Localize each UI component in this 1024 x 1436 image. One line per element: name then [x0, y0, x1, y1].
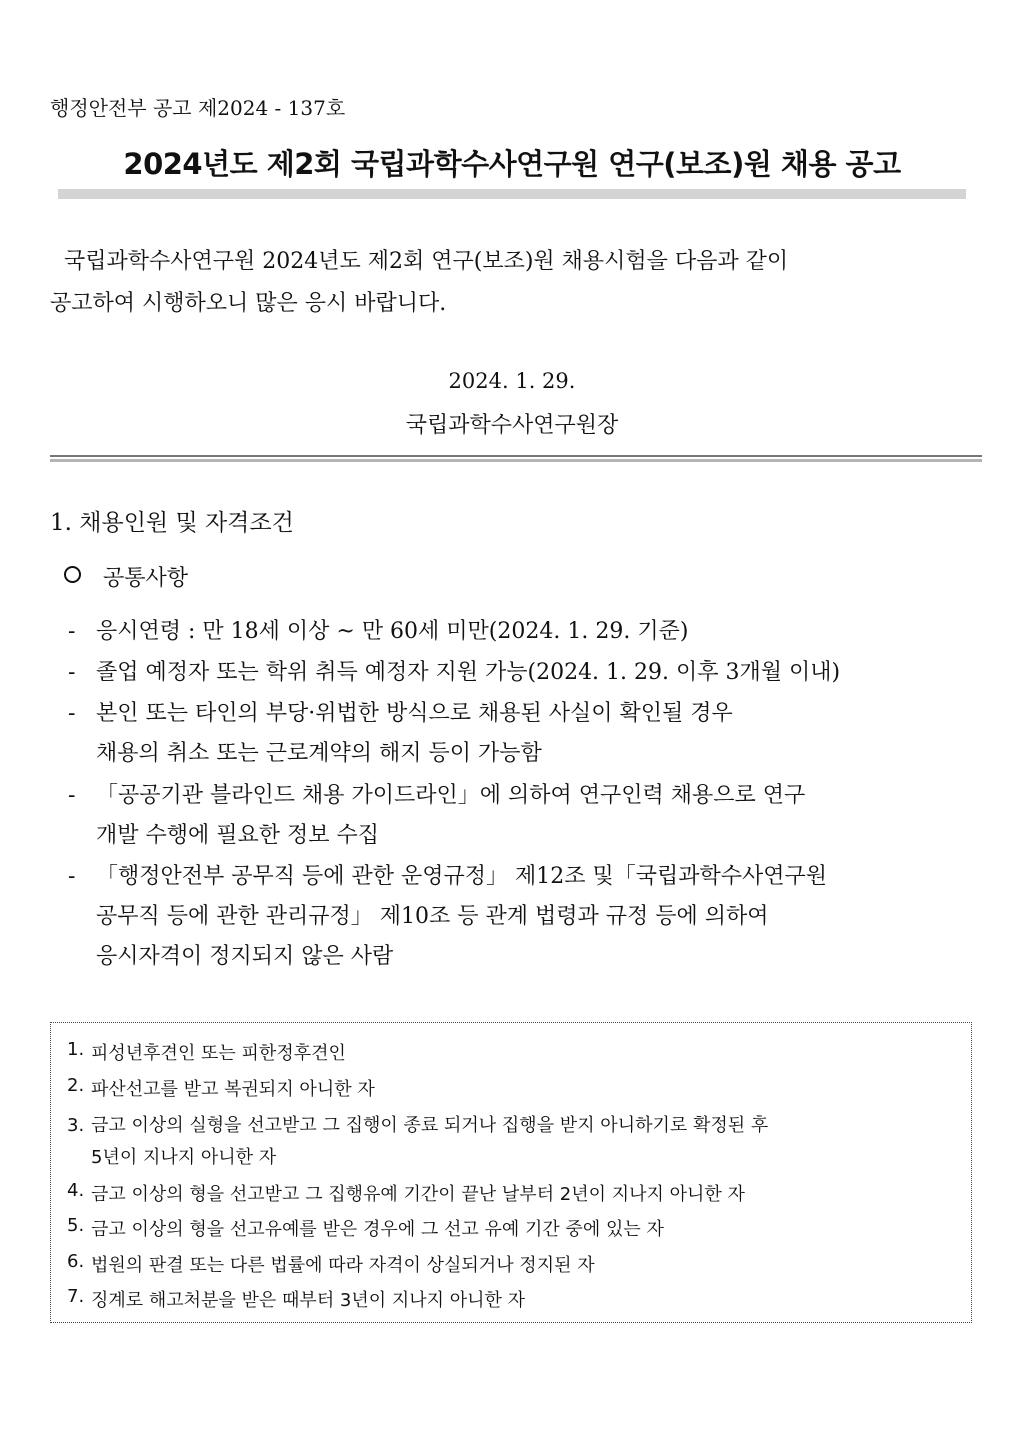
- dash-bullet: -: [68, 864, 76, 889]
- section-heading: 1. 채용인원 및 자격조건: [50, 510, 294, 536]
- list-item-text: 응시자격이 정지되지 않은 사람: [96, 944, 394, 969]
- subsection-heading: [64, 561, 188, 592]
- box-item-text: 징계로 해고처분을 받은 때부터 3년이 지나지 아니한 자: [91, 1290, 526, 1311]
- item-number: 3.: [67, 1115, 85, 1136]
- list-item-text: 응시연령 : 만 18세 이상 ~ 만 60세 미만(2024. 1. 29. 기준): [96, 619, 689, 644]
- list-item-text: 「행정안전부 공무직 등에 관한 운영규정」 제12조 및「국립과학수사연구원: [96, 864, 828, 889]
- item-number: 4.: [67, 1180, 85, 1201]
- page-title: 2024년도 제2회 국립과학수사연구원 연구(보조)원 채용 공고: [123, 147, 901, 181]
- item-number: 7.: [67, 1286, 85, 1307]
- intro-line-1: 국립과학수사연구원 2024년도 제2회 연구(보조)원 채용시험을 다음과 같이: [64, 249, 789, 274]
- publication-date: 2024. 1. 29.: [448, 369, 576, 393]
- item-number: 2.: [67, 1075, 85, 1096]
- item-number: 1.: [67, 1039, 85, 1060]
- notice-number: 행정안전부 공고 제2024 - 137호: [50, 96, 346, 120]
- disqualification-box: [50, 1022, 972, 1323]
- dash-bullet: -: [68, 660, 76, 685]
- divider-line: [50, 455, 982, 457]
- box-item-text: 금고 이상의 실형을 선고받고 그 집행이 종료 되거나 집행을 받지 아니하기로 확정된 후: [91, 1115, 769, 1136]
- list-item-text: 졸업 예정자 또는 학위 취득 예정자 지원 가능(2024. 1. 29. 이후 3개월 이내): [96, 660, 841, 685]
- list-item-text: 공무직 등에 관한 관리규정」 제10조 등 관계 법령과 규정 등에 의하여: [96, 904, 769, 929]
- list-item-text: 「공공기관 블라인드 채용 가이드라인」에 의하여 연구인력 채용으로 연구: [96, 783, 806, 808]
- circle-bullet-icon: [64, 566, 81, 583]
- box-item-text: 피성년후견인 또는 피한정후견인: [91, 1043, 346, 1064]
- dash-bullet: -: [68, 701, 76, 726]
- subsection-label: 공통사항: [103, 566, 189, 591]
- box-item-text: 법원의 판결 또는 다른 법률에 따라 자격이 상실되거나 정지된 자: [91, 1255, 595, 1276]
- box-item-text: 5년이 지나지 아니한 자: [91, 1147, 277, 1168]
- list-item-text: 본인 또는 타인의 부당·위법한 방식으로 채용된 사실이 확인될 경우: [96, 701, 733, 726]
- list-item-text: 채용의 취소 또는 근로계약의 해지 등이 가능함: [96, 741, 542, 766]
- box-item-text: 금고 이상의 형을 선고유예를 받은 경우에 그 선고 유예 기간 중에 있는 자: [91, 1219, 664, 1240]
- list-item-text: 개발 수행에 필요한 정보 수집: [96, 823, 379, 848]
- item-number: 6.: [67, 1251, 85, 1272]
- box-item-text: 파산선고를 받고 복권되지 아니한 자: [91, 1079, 375, 1100]
- box-item-text: 금고 이상의 형을 선고받고 그 집행유예 기간이 끝난 날부터 2년이 지나지 아니한 자: [91, 1184, 745, 1205]
- title-underline-bar: [58, 189, 966, 199]
- dash-bullet: -: [68, 619, 76, 644]
- divider-line: [50, 459, 982, 462]
- intro-line-2: 공고하여 시행하오니 많은 응시 바랍니다.: [50, 291, 447, 316]
- dash-bullet: -: [68, 783, 76, 808]
- publisher: 국립과학수사연구원장: [405, 413, 619, 438]
- item-number: 5.: [67, 1215, 85, 1236]
